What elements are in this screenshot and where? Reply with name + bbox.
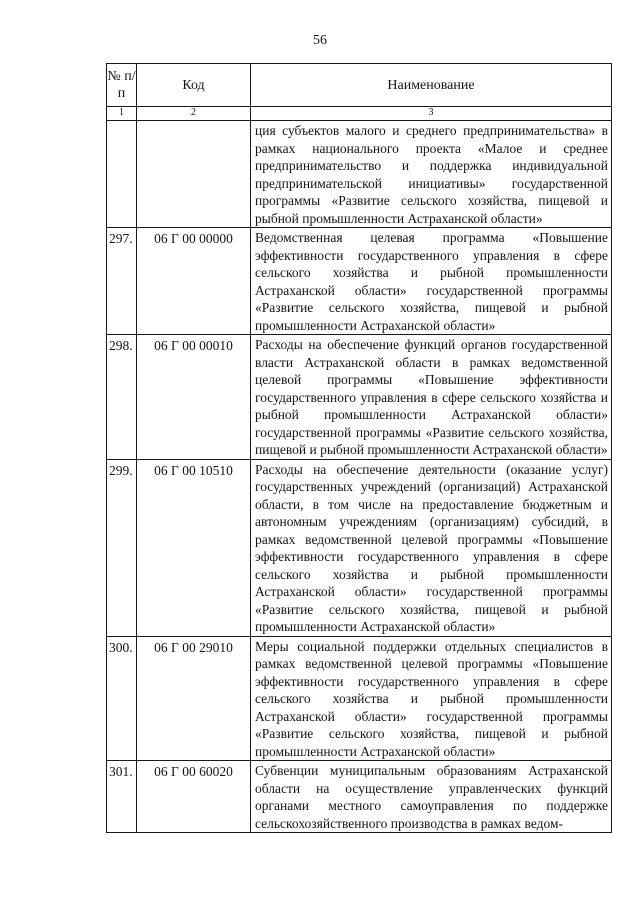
row-name: ция субъектов малого и среднего предпринимательства» в рамках национального проекта «Малое и среднее предпринимательство и поддержка индивидуальной предпринимательской инициативы» государственной программы «Развитие сельского хозяйства, пищевой и рыбной промышленности Астраханской области» xyxy=(251,121,612,228)
header-code: Код xyxy=(137,64,251,107)
row-number: 297. xyxy=(107,228,137,335)
row-number: 298. xyxy=(107,335,137,460)
row-code: 06 Г 00 60020 xyxy=(137,761,251,833)
row-number: 300. xyxy=(107,636,137,761)
table-header-row xyxy=(107,64,612,107)
row-code: 06 Г 00 00010 xyxy=(137,335,251,460)
row-number: 299. xyxy=(107,459,137,636)
header-num: № п/п xyxy=(107,64,137,107)
table-row xyxy=(107,121,612,228)
row-name: Меры социальной поддержки отдельных специалистов в рамках ведомственной целевой программы «Повышение эффективности государственного управления в сфере сельского хозяйства и рыбной промышленности Астраханской области» государственной программы «Развитие сельского хозяйства, пищевой и рыбной промышленности Астраханской области» xyxy=(251,636,612,761)
table-row xyxy=(107,335,612,460)
row-code: 06 Г 00 10510 xyxy=(137,459,251,636)
row-name: Субвенции муниципальным образованиям Астраханской области на осуществление управленческих функций органами местного самоуправления по поддержке сельскохозяйственного производства в рамках ведом- xyxy=(251,761,612,833)
row-code: 06 Г 00 00000 xyxy=(137,228,251,335)
column-index-row xyxy=(107,107,612,121)
column-index-3: 3 xyxy=(251,107,612,121)
header-name: Наименование xyxy=(251,64,612,107)
row-code: 06 Г 00 29010 xyxy=(137,636,251,761)
table-row xyxy=(107,228,612,335)
row-name: Расходы на обеспечение деятельности (оказание услуг) государственных учреждений (организаций) Астраханской области, в том числе на предоставление бюджетным и автономным учреждениям (организациям) субсидий, в рамках ведомственной целевой программы «Повышение эффективности государственного управления в сфере сельского хозяйства и рыбной промышленности Астраханской области» государственной программы «Развитие сельского хозяйства, пищевой и рыбной промышленности Астраханской области» xyxy=(251,459,612,636)
row-number: 301. xyxy=(107,761,137,833)
table-row xyxy=(107,636,612,761)
page-number: 56 xyxy=(313,33,327,48)
row-name: Расходы на обеспечение функций органов государственной власти Астраханской области в рамках ведомственной целевой программы «Повышение эффективности государственного управления в сфере сельского хозяйства и рыбной промышленности Астраханской области» государственной программы «Развитие сельского хозяйства, пищевой и рыбной промышленности Астраханской области» xyxy=(251,335,612,460)
row-code xyxy=(137,121,251,228)
table-row xyxy=(107,459,612,636)
budget-code-table xyxy=(106,63,612,833)
row-number xyxy=(107,121,137,228)
row-name: Ведомственная целевая программа «Повышение эффективности государственного управления в сфере сельского хозяйства и рыбной промышленности Астраханской области» государственной программы «Развитие сельского хозяйства, пищевой и рыбной промышленности Астраханской области» xyxy=(251,228,612,335)
table-row xyxy=(107,761,612,833)
column-index-2: 2 xyxy=(137,107,251,121)
column-index-1: 1 xyxy=(107,107,137,121)
